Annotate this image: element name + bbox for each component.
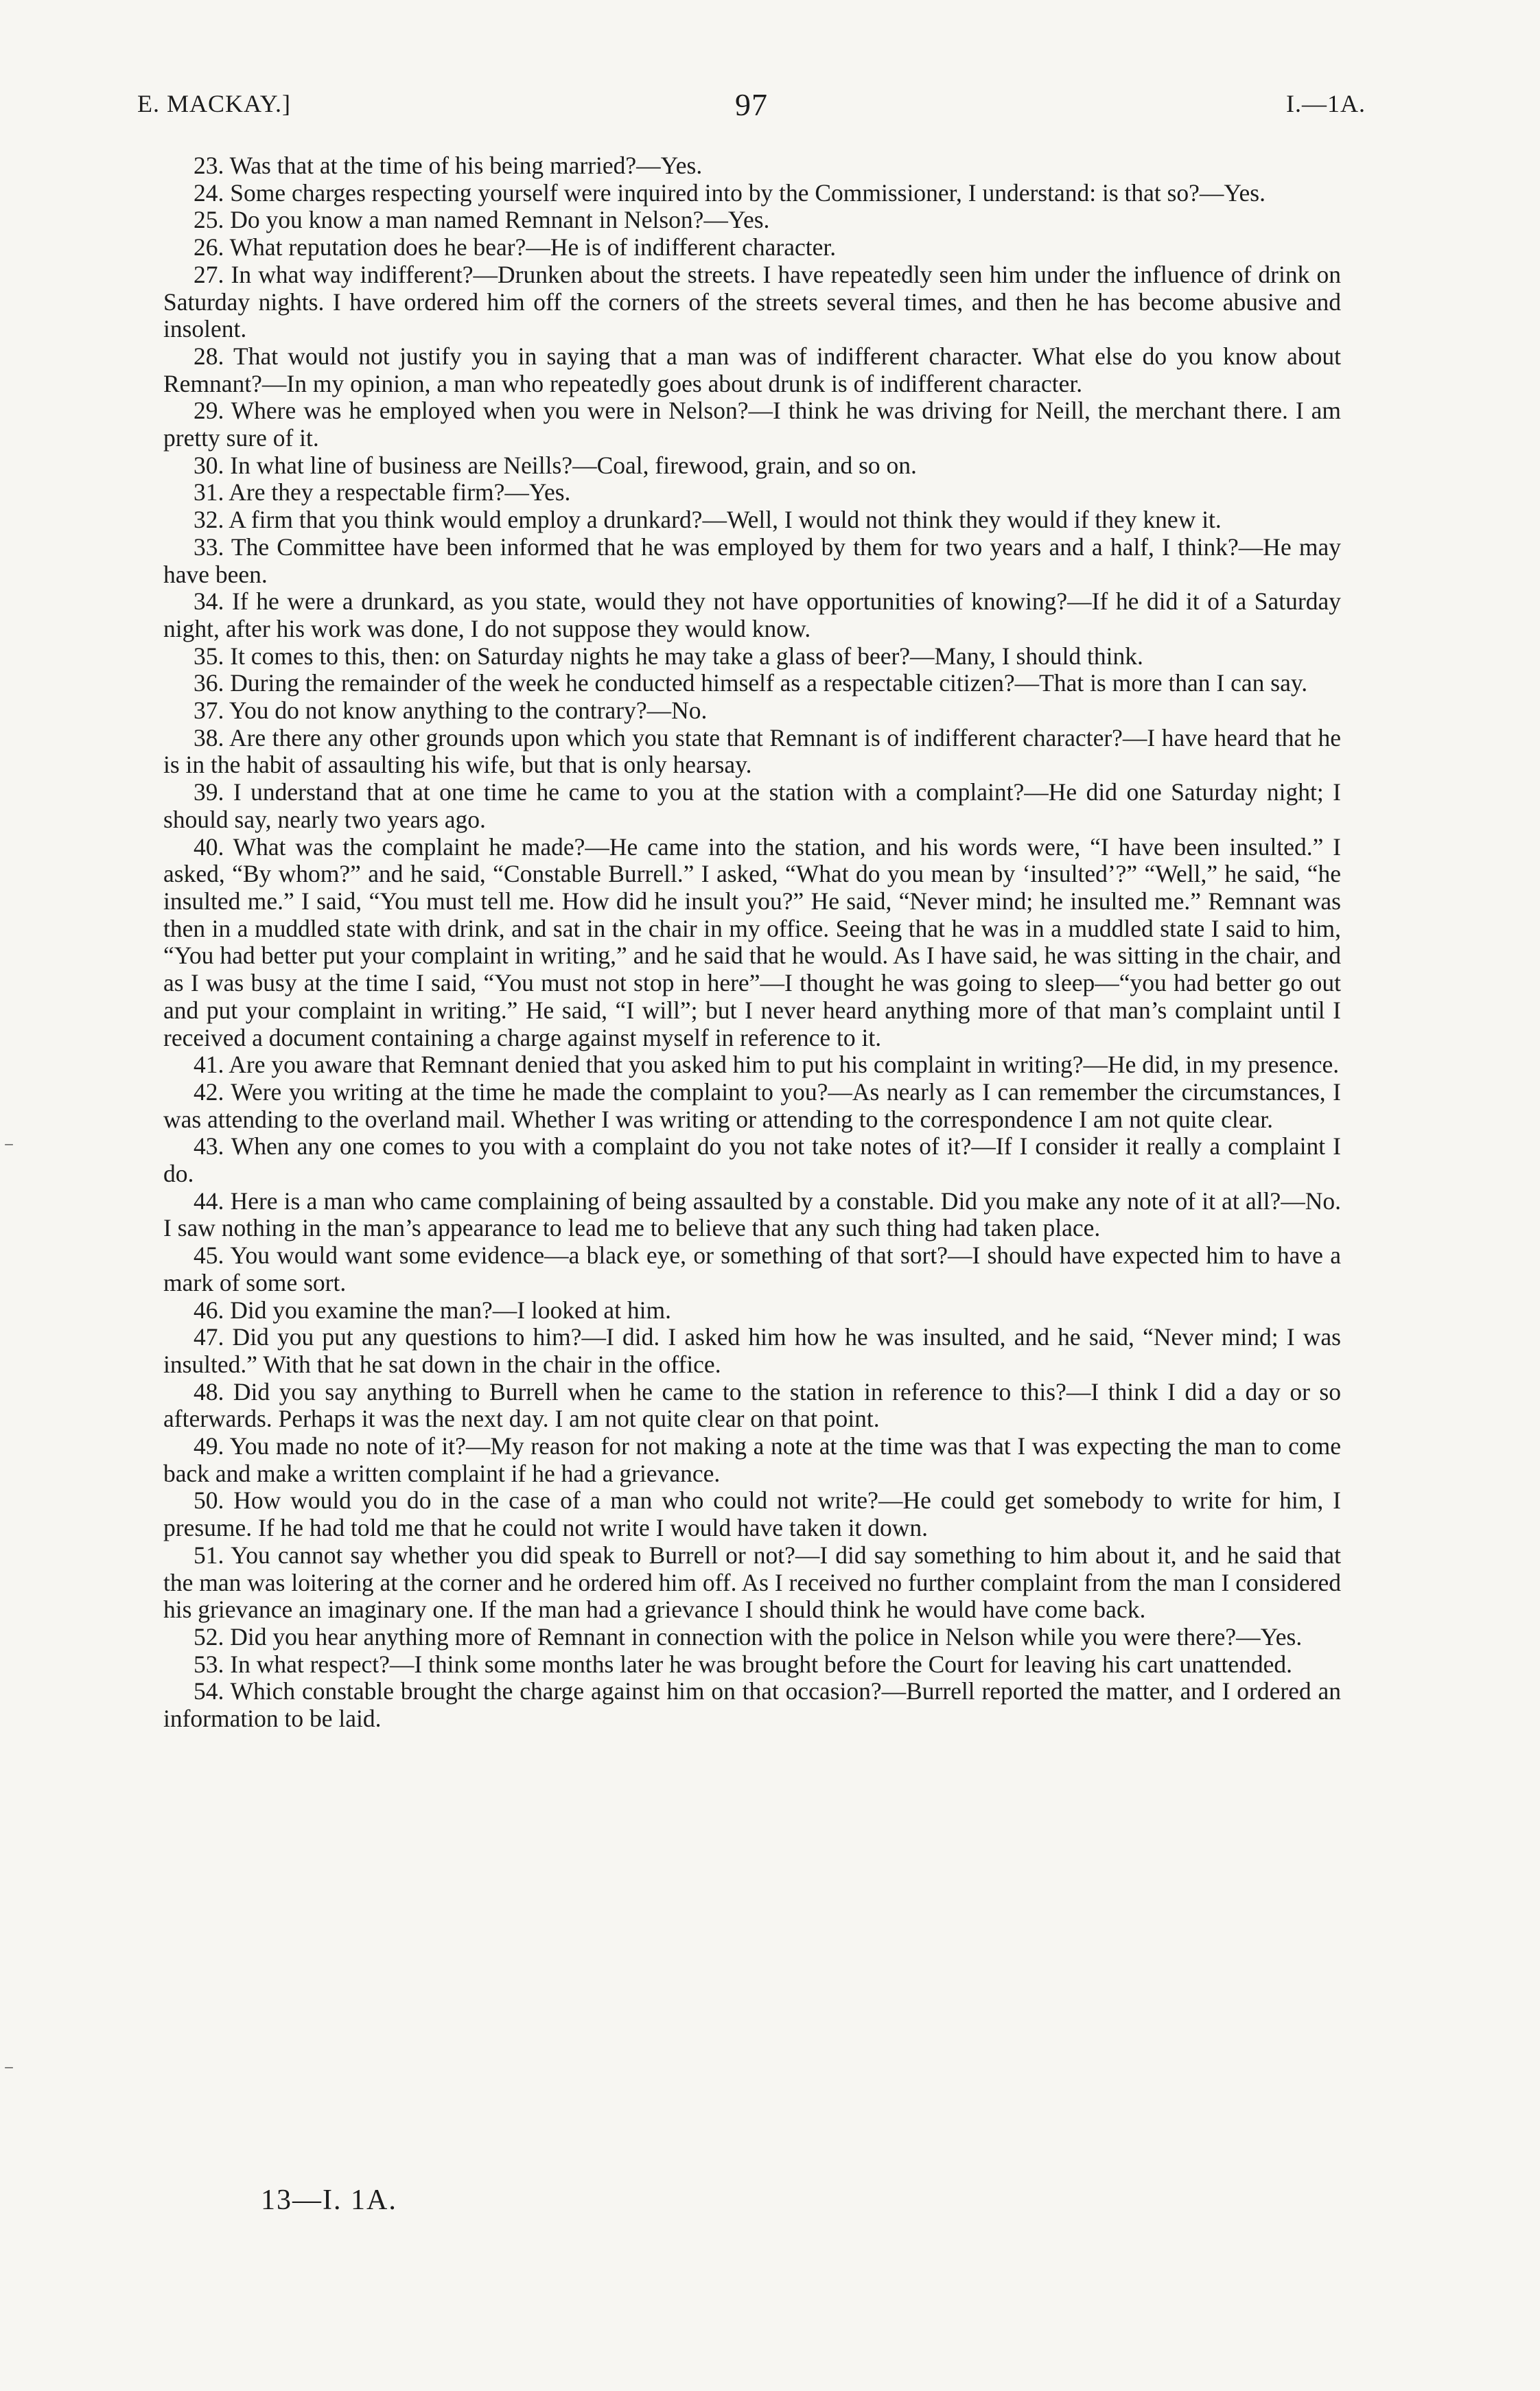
question-39: 39. I understand that at one time he came to you at the station with a complaint?—He did one Saturday night; I should say, nearly two years ago. (163, 778, 1341, 833)
question-26: 26. What reputation does he bear?—He is of indifferent character. (194, 233, 837, 261)
question-38: 38. Are there any other grounds upon which you state that Remnant is of indifferent character?—I have heard that he is in the habit of assaulting his wife, but that is only hearsay. (163, 723, 1341, 779)
question-45: 45. You would want some evidence—a black eye, or something of that sort?—I should have expected him to have a mark of some sort. (163, 1241, 1341, 1296)
question-52: 52. Did you hear anything more of Remnant in connection with the police in Nelson while you were there?—Yes. (194, 1622, 1303, 1651)
question-28: 28. That would not justify you in saying that a man was of indifferent character. What else do you know about Remnant?—In my opinion, a man who repeatedly goes about drunk is of indifferent character. (163, 342, 1341, 397)
question-53: 53. In what respect?—I think some months later he was brought before the Court for leaving his cart unattended. (194, 1650, 1292, 1678)
question-30: 30. In what line of business are Neills?—Coal, firewood, grain, and so on. (194, 451, 917, 479)
question-32: 32. A firm that you think would employ a drunkard?—Well, I would not think they would if they knew it. (194, 506, 1222, 534)
question-23: 23. Was that at the time of his being married?—Yes. (194, 152, 703, 179)
question-51: 51. You cannot say whether you did speak to Burrell or not?—I did say something to him about it, and he said that the man was loitering at the corner and he ordered him off. As I received no further complaint from the man I considered his grievance an imaginary one. If the man had a grievance I should think he would have come back. (163, 1541, 1341, 1624)
question-46: 46. Did you examine the man?—I looked at him. (194, 1296, 672, 1324)
question-25: 25. Do you know a man named Remnant in Nelson?—Yes. (194, 206, 770, 234)
question-24: 24. Some charges respecting yourself were inquired into by the Commissioner, I understand: is that so?—Yes. (194, 178, 1265, 207)
question-47: 47. Did you put any questions to him?—I did. I asked him how he was insulted, and he said, “Never mind; I was insulted.” With that he sat down in the chair in the office. (163, 1323, 1341, 1378)
question-31: 31. Are they a respectable firm?—Yes. (194, 478, 571, 506)
question-43: 43. When any one comes to you with a complaint do you not take notes of it?—If I consider it really a complaint I do. (163, 1132, 1341, 1188)
margin-mark: ‾ (5, 2066, 12, 2088)
header-reference: I.—1A. (1286, 90, 1366, 117)
question-41: 41. Are you aware that Remnant denied that you asked him to put his complaint in writing?—He did, in my presence. (194, 1051, 1340, 1079)
header-author: E. MACKAY.] (137, 90, 292, 117)
question-50: 50. How would you do in the case of a man who could not write?—He could get somebody to write for him, I presume. If he had told me that he could not write I would have taken it down. (163, 1486, 1341, 1542)
question-35: 35. It comes to this, then: on Saturday nights he may take a glass of beer?—Many, I should think. (194, 642, 1143, 670)
question-34: 34. If he were a drunkard, as you state, would they not have opportunities of knowing?—If he did it of a Saturday night, after his work was done, I do not suppose they would know. (163, 587, 1341, 642)
question-49: 49. You made no note of it?—My reason for not making a note at the time was that I was expecting the man to come back and make a written complaint if he had a grievance. (163, 1432, 1341, 1487)
question-36: 36. During the remainder of the week he conducted himself as a respectable citizen?—That is more than I can say. (194, 669, 1308, 697)
question-37: 37. You do not know anything to the contrary?—No. (194, 697, 708, 725)
testimony-body (163, 152, 1341, 1733)
question-29: 29. Where was he employed when you were in Nelson?—I think he was driving for Neill, the merchant there. I am pretty sure of it. (163, 397, 1341, 452)
question-40: 40. What was the complaint he made?—He came into the station, and his words were, “I have been insulted.” I asked, “By whom?” and he said, “Constable Burrell.” I asked, “What do you mean by ‘insulted’?” “Well,” he said, “he insulted me.” I said, “You must tell me. How did he insult you?” He said, “Never mind; he insulted me.” Remnant was then in a muddled state with drink, and sat in the chair in my office. Seeing that he was in a muddled state I said to him, “You had better put your complaint in writing,” and he said that he would. As I have said, he was sitting in the chair, and as I was busy at the time I said, “You must not stop in here”—I thought he was going to sleep—“you had better go out and put your complaint in writing.” He said, “I will”; but I never heard anything more of that man’s complaint until I received a document containing a charge against myself in reference to it. (163, 832, 1341, 1051)
question-42: 42. Were you writing at the time he made the complaint to you?—As nearly as I can remember the circumstances, I was attending to the overland mail. Whether I was writing or attending to the correspondence I am not quite clear. (163, 1077, 1341, 1133)
question-48: 48. Did you say anything to Burrell when he came to the station in reference to this?—I think I did a day or so afterwards. Perhaps it was the next day. I am not quite clear on that point. (163, 1377, 1341, 1433)
margin-mark: ‾ (5, 1143, 12, 1165)
signature-mark: 13—I. 1A. (261, 2184, 397, 2216)
page-header (137, 89, 1366, 137)
question-54: 54. Which constable brought the charge against him on that occasion?—Burrell reported the matter, and I ordered an information to be laid. (163, 1677, 1341, 1733)
question-44: 44. Here is a man who came complaining of being assaulted by a constable. Did you make any note of it at all?—No. I saw nothing in the man’s appearance to lead me to believe that any such thing had taken place. (163, 1187, 1341, 1242)
page-number: 97 (735, 87, 768, 122)
question-33: 33. The Committee have been informed that he was employed by them for two years and a half, I think?—He may have been. (163, 533, 1341, 588)
question-27: 27. In what way indifferent?—Drunken about the streets. I have repeatedly seen him under the influence of drink on Saturday nights. I have ordered him off the corners of the streets several times, and then he has become abusive and insolent. (163, 260, 1341, 343)
